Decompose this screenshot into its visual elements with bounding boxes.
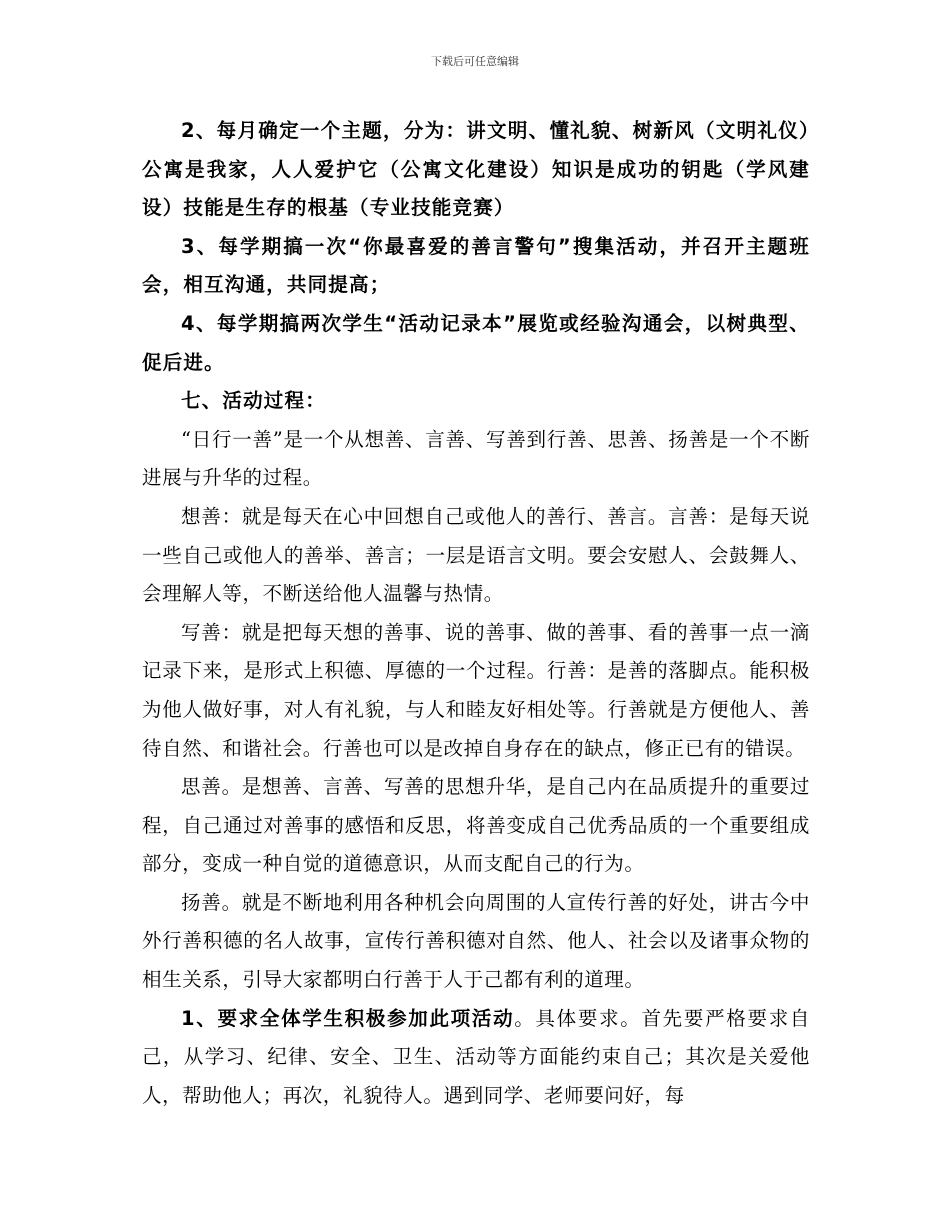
paragraph-requirement-1 [142,1000,810,1116]
requirement-body: 。具体要求。首先要严格要求自己，从学习、纪律、安全、卫生、活动等方面能约束自己；其次是关爱他人，帮助他人；再次，礼貌待人。遇到同学、老师要问好，每 [142,1006,810,1107]
requirement-bold-lead: 1、要求全体学生积极参加此项活动 [181,1006,515,1030]
paragraph-item-2: 2、每月确定一个主题，分为：讲文明、懂礼貌、树新风（文明礼仪）公寓是我家，人人爱护它（公寓文化建设）知识是成功的钥匙（学风建设）技能是生存的根基（专业技能竞赛） [142,119,810,220]
section-heading-activity-process: 七、活动过程： [181,389,326,413]
document-body [142,112,810,1115]
page-header: 下载后可任意编辑 [431,55,519,68]
paragraph-item-4: 4、每学期搞两次学生“活动记录本”展览或经验沟通会，以树典型、促后进。 [142,311,810,374]
paragraph-intro: “日行一善”是一个从想善、言善、写善到行善、思善、扬善是一个不断进展与升华的过程。 [142,427,810,490]
paragraph-item-3: 3、每学期搞一次“你最喜爱的善言警句”搜集活动，并召开主题班会，相互沟通，共同提高； [142,234,810,297]
paragraph-think-good: 想善：就是每天在心中回想自己或他人的善行、善言。言善：是每天说一些自己或他人的善举、善言；一层是语言文明。要会安慰人、会鼓舞人、会理解人等，不断送给他人温馨与热情。 [142,504,810,606]
paragraph-promote-good: 扬善。就是不断地利用各种机会向周围的人宣传行善的好处，讲古今中外行善积德的名人故事，宣传行善积德对自然、他人、社会以及诸事众物的相生关系，引导大家都明白行善于人于己都有利的道理。 [142,890,810,992]
paragraph-write-good: 写善：就是把每天想的善事、说的善事、做的善事、看的善事一点一滴记录下来，是形式上积德、厚德的一个过程。行善：是善的落脚点。能积极为他人做好事，对人有礼貌，与人和睦友好相处等。行善就是方便他人、善待自然、和谐社会。行善也可以是改掉自身存在的缺点，修正已有的错误。 [142,620,810,760]
paragraph-reflect-good: 思善。是想善、言善、写善的思想升华，是自己内在品质提升的重要过程，自己通过对善事的感悟和反思，将善变成自己优秀品质的一个重要组成部分，变成一种自觉的道德意识，从而支配自己的行为。 [142,775,810,876]
